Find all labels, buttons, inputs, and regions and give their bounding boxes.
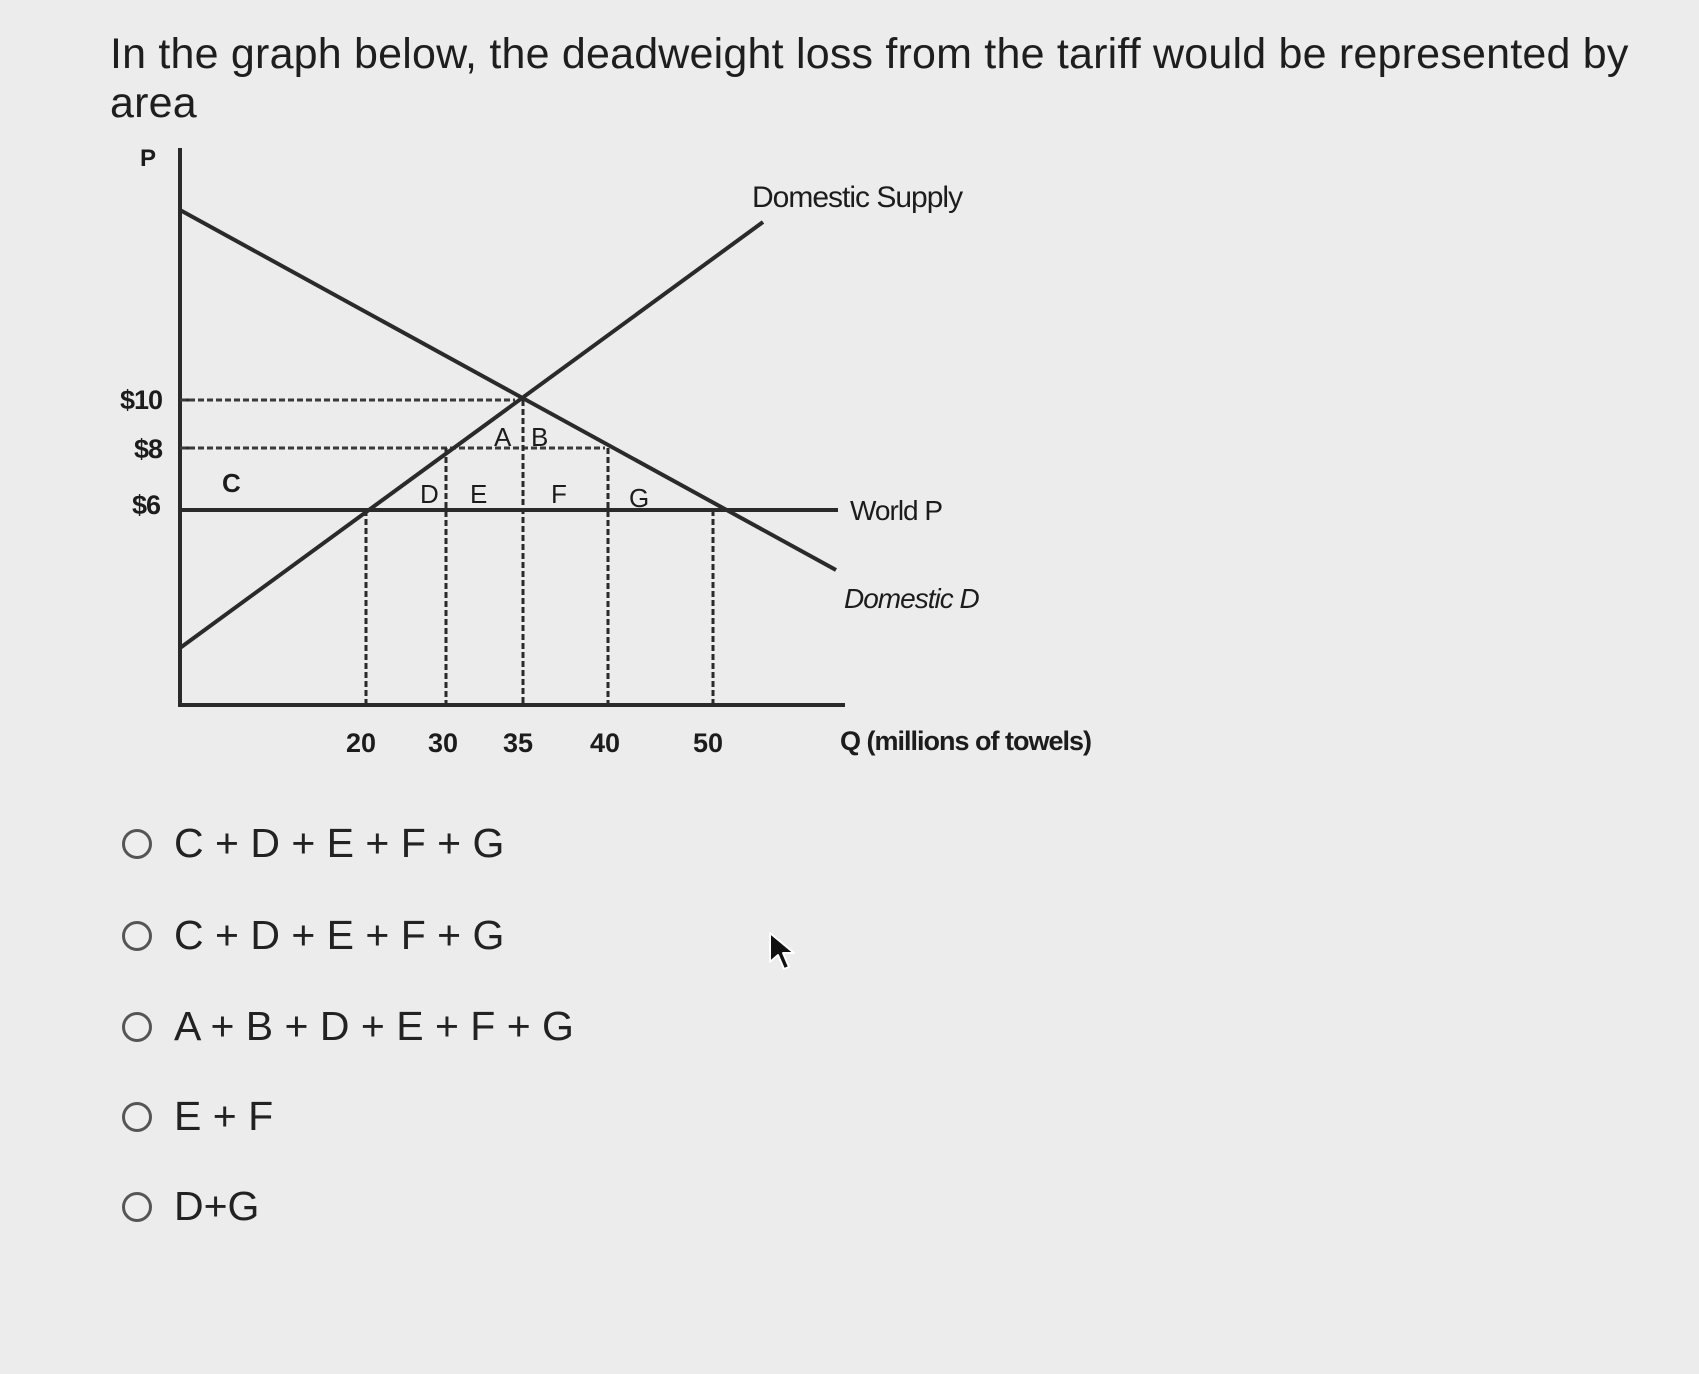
area-label-d: D bbox=[420, 479, 439, 509]
radio-button-1[interactable] bbox=[122, 829, 152, 859]
mouse-pointer-icon bbox=[767, 930, 799, 974]
x-tick-label-20: 20 bbox=[346, 728, 377, 758]
radio-button-4[interactable] bbox=[122, 1102, 152, 1132]
question-text: In the graph below, the deadweight loss from the tariff would be represented by area bbox=[110, 30, 1629, 127]
answer-option-2-label: C + D + E + F + G bbox=[174, 912, 505, 958]
domestic-demand-curve bbox=[180, 210, 836, 570]
area-label-g: G bbox=[629, 483, 650, 513]
area-label-f: F bbox=[551, 479, 567, 509]
answer-option-4-label: E + F bbox=[174, 1093, 274, 1139]
domestic-supply-curve bbox=[180, 222, 763, 648]
area-label-a: A bbox=[494, 422, 512, 452]
x-tick-label-30: 30 bbox=[428, 728, 459, 758]
x-tick-label-50: 50 bbox=[693, 728, 724, 758]
answer-option-2[interactable] bbox=[122, 912, 504, 959]
radio-button-2[interactable] bbox=[122, 921, 152, 951]
domestic-supply-label: Domestic Supply bbox=[752, 181, 963, 214]
x-axis-label: Q (millions of towels) bbox=[840, 726, 1092, 756]
answer-option-5[interactable] bbox=[122, 1183, 259, 1230]
answer-option-1[interactable] bbox=[122, 820, 504, 867]
radio-button-3[interactable] bbox=[122, 1012, 152, 1042]
y-tick-label-6: $6 bbox=[132, 490, 161, 520]
area-label-c: C bbox=[222, 468, 241, 498]
answer-option-1-label: C + D + E + F + G bbox=[174, 820, 505, 866]
answer-option-5-label: D+G bbox=[174, 1183, 260, 1229]
area-label-e: E bbox=[470, 479, 488, 509]
answer-option-3[interactable] bbox=[122, 1003, 574, 1050]
x-tick-label-35: 35 bbox=[503, 728, 534, 758]
world-price-label: World P bbox=[850, 495, 943, 526]
radio-button-5[interactable] bbox=[122, 1192, 152, 1222]
y-axis-label: P bbox=[140, 145, 157, 172]
domestic-demand-label: Domestic D bbox=[844, 583, 979, 614]
y-tick-label-10: $10 bbox=[120, 385, 163, 415]
y-tick-label-8: $8 bbox=[134, 434, 163, 464]
answer-option-4[interactable] bbox=[122, 1093, 273, 1140]
area-label-b: B bbox=[531, 422, 549, 452]
answer-option-3-label: A + B + D + E + F + G bbox=[174, 1003, 574, 1049]
x-tick-label-40: 40 bbox=[590, 728, 621, 758]
